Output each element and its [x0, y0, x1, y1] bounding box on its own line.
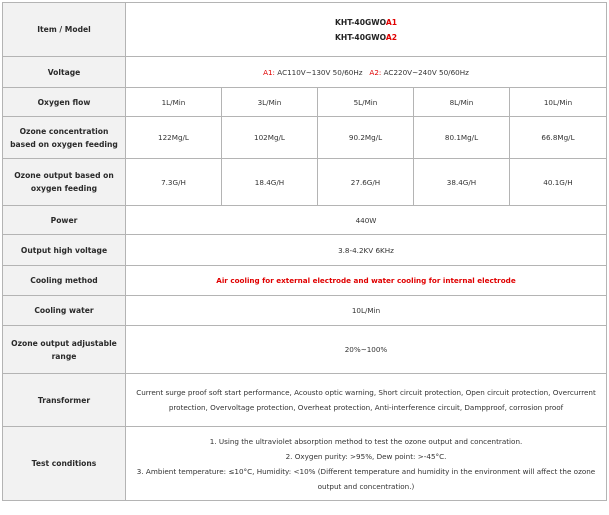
ozone-concentration-cell: 80.1Mg/L — [414, 117, 510, 159]
oxygen-flow-cell: 8L/Min — [414, 88, 510, 117]
label-cooling-water: Cooling water — [3, 296, 126, 326]
ozone-output-cell: 38.4G/H — [414, 159, 510, 206]
voltage-a2-tag: A2: — [369, 67, 382, 77]
label-cooling-method: Cooling method — [3, 266, 126, 296]
test-conditions-value — [126, 427, 607, 501]
label-item-model: Item / Model — [3, 3, 126, 57]
power-value: 440W — [126, 206, 607, 235]
label-voltage: Voltage — [3, 57, 126, 88]
label-oxygen-flow: Oxygen flow — [3, 88, 126, 117]
row-item-model — [3, 3, 607, 57]
test-condition-item: 1. Using the ultraviolet absorption method to test the ozone output and concentration. — [209, 436, 523, 446]
test-condition-item: 2. Oxygen purity: >95%, Dew point: >-45°C. — [285, 451, 447, 461]
ozone-concentration-cell: 102Mg/L — [222, 117, 318, 159]
test-condition-item: 3. Ambient temperature: ≤10°C, Humidity: <10% (Different temperature and humidity in the environment will affect the ozone output and concentration.) — [136, 466, 596, 491]
row-ozone-adjustable — [3, 326, 607, 374]
row-cooling-method — [3, 266, 607, 296]
ozone-output-cell: 40.1G/H — [510, 159, 607, 206]
ozone-output-cell: 7.3G/H — [126, 159, 222, 206]
row-ozone-concentration — [3, 117, 607, 159]
oxygen-flow-cell: 10L/Min — [510, 88, 607, 117]
voltage-a1-tag: A1: — [263, 67, 275, 77]
ozone-concentration-cell: 90.2Mg/L — [318, 117, 414, 159]
cooling-water-value: 10L/Min — [126, 296, 607, 326]
output-high-voltage-value: 3.8-4.2KV 6KHz — [126, 235, 607, 266]
spec-table — [2, 2, 607, 501]
oxygen-flow-cell: 3L/Min — [222, 88, 318, 117]
ozone-concentration-cell: 122Mg/L — [126, 117, 222, 159]
label-ozone-concentration: Ozone concentration based on oxygen feeding — [3, 117, 126, 159]
row-cooling-water — [3, 296, 607, 326]
row-voltage — [3, 57, 607, 88]
label-ozone-output: Ozone output based on oxygen feeding — [3, 159, 126, 206]
row-power — [3, 206, 607, 235]
model-a2: KHT-40GWOA2 — [334, 32, 398, 42]
label-power: Power — [3, 206, 126, 235]
ozone-output-cell: 27.6G/H — [318, 159, 414, 206]
row-oxygen-flow — [3, 88, 607, 117]
label-test-conditions: Test conditions — [3, 427, 126, 501]
ozone-output-cell: 18.4G/H — [222, 159, 318, 206]
voltage-a2-value: AC220V~240V 50/60Hz — [383, 67, 469, 77]
oxygen-flow-cell: 5L/Min — [318, 88, 414, 117]
voltage-value — [126, 57, 607, 88]
label-output-high-voltage: Output high voltage — [3, 235, 126, 266]
row-output-high-voltage — [3, 235, 607, 266]
transformer-value: Current surge proof soft start performance, Acousto optic warning, Short circuit protection, Open circuit protection, Overcurrent protection, Overvoltage protection, Overheat protection, Anti-interference circuit, Dampproof, corrosion proof — [126, 374, 607, 427]
cooling-method-value: Air cooling for external electrode and water cooling for internal electrode — [126, 266, 607, 296]
row-ozone-output — [3, 159, 607, 206]
label-transformer: Transformer — [3, 374, 126, 427]
ozone-adjustable-value: 20%~100% — [126, 326, 607, 374]
label-ozone-adjustable: Ozone output adjustable range — [3, 326, 126, 374]
voltage-a1-value: AC110V~130V 50/60Hz — [277, 67, 363, 77]
model-cell — [126, 3, 607, 57]
row-test-conditions — [3, 427, 607, 501]
row-transformer — [3, 374, 607, 427]
model-a1: KHT-40GWOA1 — [334, 17, 398, 27]
oxygen-flow-cell: 1L/Min — [126, 88, 222, 117]
ozone-concentration-cell: 66.8Mg/L — [510, 117, 607, 159]
